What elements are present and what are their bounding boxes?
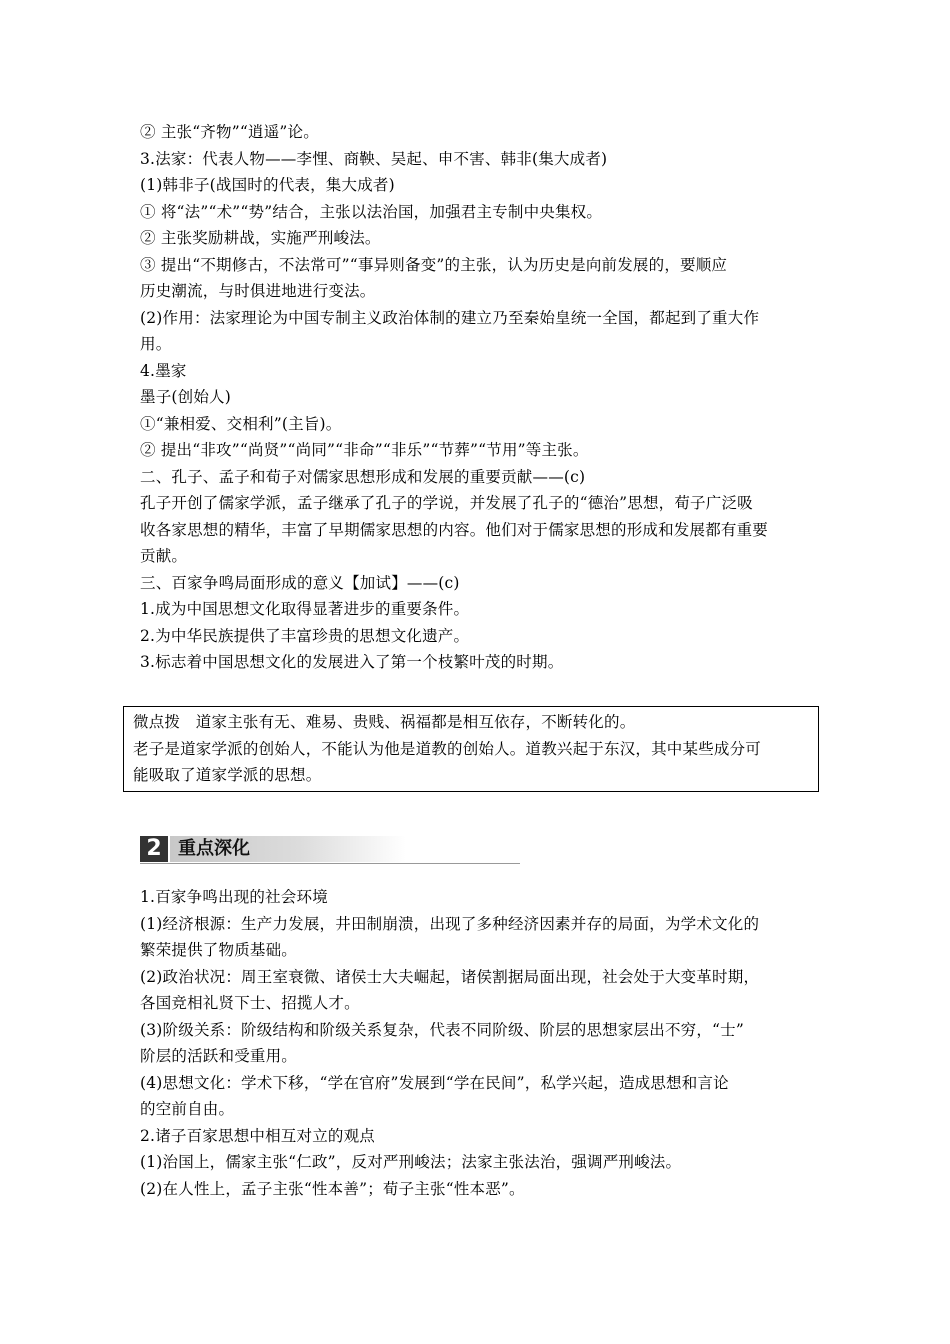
text-line: (1)经济根源：生产力发展，井田制崩溃，出现了多种经济因素并存的局面，为学术文化的 — [140, 914, 760, 933]
tip-line: 老子是道家学派的创始人，不能认为他是道教的创始人。道教兴起于东汉，其中某些成分可 — [133, 739, 762, 758]
text-line: 墨子(创始人) — [140, 388, 231, 406]
text-line: 各国竞相礼贤下士、招揽人才。 — [140, 994, 360, 1012]
text-line: 1.百家争鸣出现的社会环境 — [140, 888, 328, 906]
text-line: ② 主张“齐物”“逍遥”论。 — [140, 123, 319, 141]
text-line: (1)治国上，儒家主张“仁政”，反对严刑峻法；法家主张法治，强调严刑峻法。 — [140, 1153, 682, 1171]
text-line: 用。 — [140, 335, 172, 353]
tip-line: 能吸取了道家学派的思想。 — [133, 766, 322, 784]
text-line: 历史潮流，与时俱进地进行变法。 — [140, 282, 376, 300]
text-line: 4.墨家 — [140, 361, 187, 380]
section-number: 2 — [140, 836, 168, 862]
text-line: 孔子开创了儒家学派，孟子继承了孔子的学说，并发展了孔子的“德治”思想，荀子广泛吸 — [140, 494, 753, 512]
text-line: ② 主张奖励耕战，实施严刑峻法。 — [140, 229, 381, 247]
text-line: ③ 提出“不期修古，不法常可”“事异则备变”的主张，认为历史是向前发展的，要顺应 — [140, 255, 728, 274]
main-text-block-1 — [140, 119, 820, 676]
text-line: (1)韩非子(战国时的代表，集大成者) — [140, 176, 395, 194]
text-line: 繁荣提供了物质基础。 — [140, 941, 298, 959]
text-line: 2.诸子百家思想中相互对立的观点 — [140, 1126, 375, 1145]
main-text-block-2 — [140, 884, 820, 1202]
text-line: (2)政治状况：周王室衰微、诸侯士大夫崛起，诸侯割据局面出现，社会处于大变革时期， — [140, 967, 760, 986]
section-underline — [140, 863, 520, 864]
text-line: 阶层的活跃和受重用。 — [140, 1047, 298, 1065]
text-line: 的空前自由。 — [140, 1100, 235, 1118]
text-line: 2.为中华民族提供了丰富珍贵的思想文化遗产。 — [140, 626, 470, 645]
section-header — [140, 834, 520, 864]
section-title: 重点深化 — [178, 838, 250, 859]
text-line: ① 将“法”“术”“势”结合，主张以法治国，加强君主专制中央集权。 — [140, 202, 603, 221]
text-line: 3.法家：代表人物——李悝、商鞅、吴起、申不害、韩非(集大成者) — [140, 149, 608, 168]
text-line: 1.成为中国思想文化取得显著进步的重要条件。 — [140, 600, 470, 618]
text-line: 收各家思想的精华，丰富了早期儒家思想的内容。他们对于儒家思想的形成和发展都有重要 — [140, 520, 769, 539]
tip-line: 微点拨 道家主张有无、难易、贵贱、祸福都是相互依存，不断转化的。 — [133, 713, 636, 731]
text-line: (4)思想文化：学术下移，“学在官府”发展到“学在民间”，私学兴起，造成思想和言论 — [140, 1073, 729, 1092]
text-line: (2)在人性上，孟子主张“性本善”；荀子主张“性本恶”。 — [140, 1179, 525, 1198]
text-line: ①“兼相爱、交相利”(主旨)。 — [140, 414, 342, 433]
text-line: (3)阶级关系：阶级结构和阶级关系复杂，代表不同阶级、阶层的思想家层出不穷，“士” — [140, 1020, 745, 1039]
text-line: ② 提出“非攻”“尚贤”“尚同”“非命”“非乐”“节葬”“节用”等主张。 — [140, 441, 589, 459]
text-line: 贡献。 — [140, 547, 188, 565]
text-line: 二、孔子、孟子和荀子对儒家思想形成和发展的重要贡献——(c) — [140, 467, 586, 486]
text-line: 3.标志着中国思想文化的发展进入了第一个枝繁叶茂的时期。 — [140, 653, 564, 671]
tip-box — [123, 706, 819, 792]
text-line: (2)作用：法家理论为中国专制主义政治体制的建立乃至秦始皇统一全国，都起到了重大作 — [140, 308, 760, 327]
text-line: 三、百家争鸣局面形成的意义【加试】——(c) — [140, 573, 460, 592]
